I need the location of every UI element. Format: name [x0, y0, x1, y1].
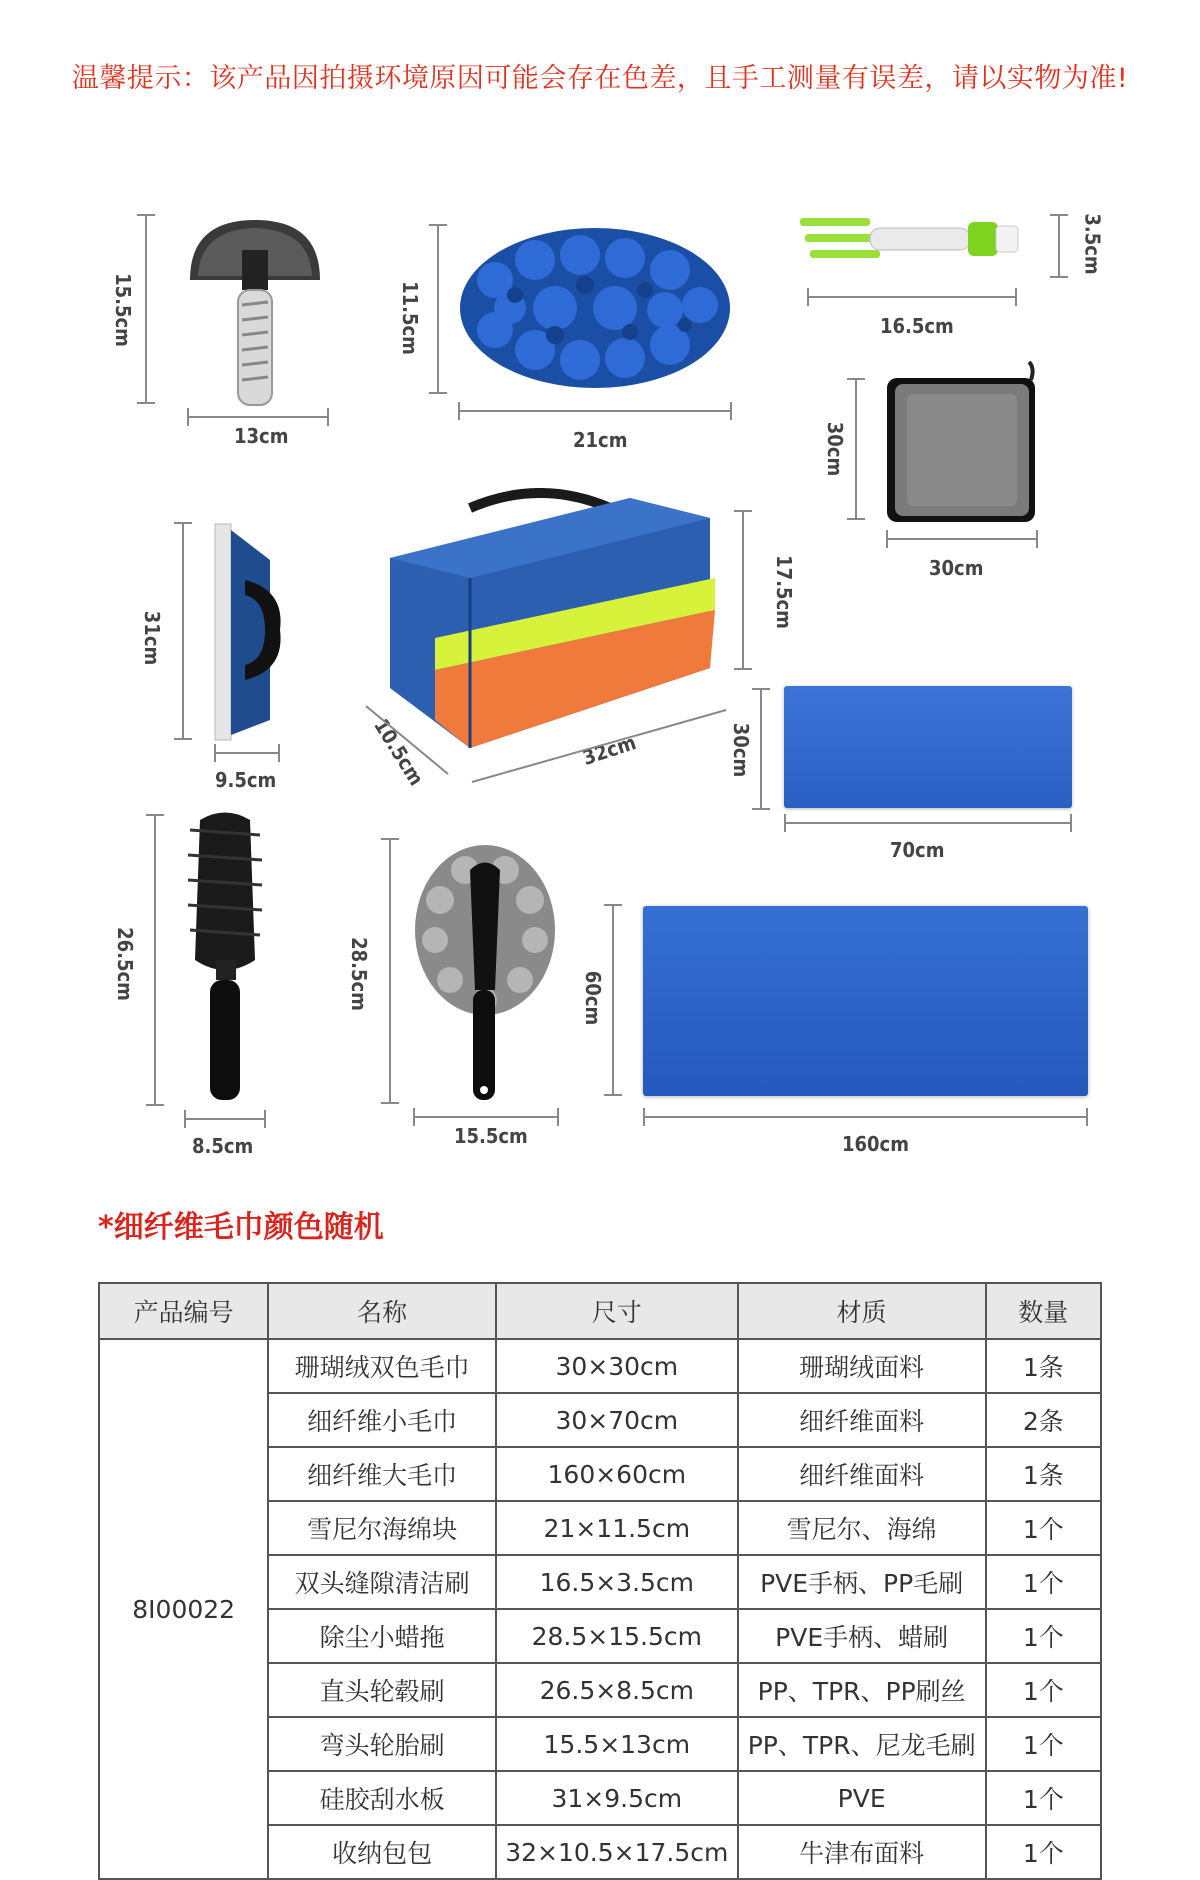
cell-size: 31×9.5cm	[496, 1771, 738, 1825]
cell-size: 32×10.5×17.5cm	[496, 1825, 738, 1879]
product-code-cell: 8I00022	[99, 1339, 268, 1879]
cell-quantity: 1个	[986, 1609, 1101, 1663]
cell-name: 硅胶刮水板	[268, 1771, 496, 1825]
dim-coral-towel-height: 30cm	[823, 421, 848, 477]
dim-line-gap-brush-width	[807, 296, 1017, 298]
cell-size: 16.5×3.5cm	[496, 1555, 738, 1609]
dim-line-gap-brush-height	[1058, 214, 1060, 278]
dim-rim-brush-width: 8.5cm	[192, 1134, 254, 1158]
dim-small-towel-height: 30cm	[729, 722, 754, 778]
dim-line-rim-brush-height	[154, 814, 156, 1106]
dim-coral-towel-width: 30cm	[929, 556, 984, 580]
bag-dimension-lines	[360, 700, 740, 810]
dim-duster-width: 15.5cm	[454, 1124, 528, 1148]
dim-line-wiper-width	[214, 752, 280, 754]
warm-notice: 温馨提示：该产品因拍摄环境原因可能会存在色差，且手工测量有误差，请以实物为准!	[71, 63, 1129, 94]
cell-size: 26.5×8.5cm	[496, 1663, 738, 1717]
dim-line-rim-brush-width	[184, 1118, 266, 1120]
cell-quantity: 1个	[986, 1501, 1101, 1555]
cell-quantity: 1个	[986, 1663, 1101, 1717]
chenille-sponge-image	[455, 220, 735, 395]
dim-line-small-towel-width	[784, 822, 1072, 824]
header-code: 产品编号	[99, 1283, 268, 1339]
cell-name: 细纤维小毛巾	[268, 1393, 496, 1447]
cell-name: 珊瑚绒双色毛巾	[268, 1339, 496, 1393]
dim-large-towel-height: 60cm	[581, 970, 606, 1026]
cell-material: 雪尼尔、海绵	[738, 1501, 986, 1555]
dim-bag-depth: 10.5cm	[369, 714, 429, 790]
dim-bag-height: 17.5cm	[771, 555, 796, 629]
cell-quantity: 1条	[986, 1339, 1101, 1393]
header-size: 尺寸	[496, 1283, 738, 1339]
dim-tire-brush-height: 15.5cm	[110, 273, 135, 347]
header-quantity: 数量	[986, 1283, 1101, 1339]
small-microfiber-towel-image	[784, 686, 1072, 808]
curved-tire-brush-image	[180, 210, 330, 410]
dim-sponge-height: 11.5cm	[397, 281, 422, 355]
cell-size: 160×60cm	[496, 1447, 738, 1501]
cell-name: 细纤维大毛巾	[268, 1447, 496, 1501]
cell-name: 收纳包包	[268, 1825, 496, 1879]
table-header-row	[99, 1283, 1101, 1339]
dim-line-large-towel-height	[612, 904, 614, 1096]
cell-quantity: 2条	[986, 1393, 1101, 1447]
dim-line-sponge-height	[437, 224, 439, 394]
cell-quantity: 1个	[986, 1771, 1101, 1825]
cell-name: 雪尼尔海绵块	[268, 1501, 496, 1555]
cell-name: 双头缝隙清洁刷	[268, 1555, 496, 1609]
cell-material: PVE	[738, 1771, 986, 1825]
cell-material: PP、TPR、尼龙毛刷	[738, 1717, 986, 1771]
large-microfiber-towel-image	[643, 906, 1088, 1096]
dim-line-tire-brush-height	[145, 214, 147, 404]
dim-bag-width: 32cm	[579, 730, 639, 770]
cell-size: 28.5×15.5cm	[496, 1609, 738, 1663]
cell-material: PVE手柄、蜡刷	[738, 1609, 986, 1663]
cell-material: 牛津布面料	[738, 1825, 986, 1879]
dim-gap-brush-width: 16.5cm	[880, 314, 954, 338]
dim-wiper-height: 31cm	[140, 610, 165, 666]
dim-line-duster-height	[389, 838, 391, 1104]
dim-line-bag-height	[742, 510, 744, 670]
dim-line-large-towel-width	[643, 1116, 1088, 1118]
double-head-gap-brush-image	[800, 210, 1020, 270]
dim-sponge-width: 21cm	[573, 428, 628, 452]
random-color-note: *细纤维毛巾颜色随机	[98, 1210, 384, 1245]
rim-brush-image	[180, 810, 270, 1110]
duster-image	[410, 840, 560, 1110]
dim-line-duster-width	[413, 1116, 559, 1118]
dim-line-tire-brush-width	[187, 416, 329, 418]
cell-material: PP、TPR、PP刷丝	[738, 1663, 986, 1717]
cell-quantity: 1条	[986, 1447, 1101, 1501]
cell-size: 21×11.5cm	[496, 1501, 738, 1555]
spec-table	[98, 1282, 1102, 1880]
dim-duster-height: 28.5cm	[346, 937, 371, 1011]
header-name: 名称	[268, 1283, 496, 1339]
silicone-wiper-image	[210, 520, 290, 742]
cell-quantity: 1个	[986, 1825, 1101, 1879]
cell-name: 弯头轮胎刷	[268, 1717, 496, 1771]
cell-material: 细纤维面料	[738, 1393, 986, 1447]
dim-line-sponge-width	[458, 410, 732, 412]
dim-rim-brush-height: 26.5cm	[112, 927, 137, 1001]
dim-small-towel-width: 70cm	[890, 838, 945, 862]
table-row	[99, 1339, 1101, 1393]
cell-quantity: 1个	[986, 1555, 1101, 1609]
cell-size: 30×30cm	[496, 1339, 738, 1393]
dim-line-small-towel-height	[760, 688, 762, 810]
cell-quantity: 1个	[986, 1717, 1101, 1771]
dim-tire-brush-width: 13cm	[234, 424, 289, 448]
cell-name: 直头轮毂刷	[268, 1663, 496, 1717]
dim-large-towel-width: 160cm	[842, 1132, 909, 1156]
dim-gap-brush-height: 3.5cm	[1080, 213, 1105, 275]
cell-material: 细纤维面料	[738, 1447, 986, 1501]
dim-line-coral-towel-height	[855, 378, 857, 520]
dim-wiper-width: 9.5cm	[215, 768, 277, 792]
dim-line-wiper-height	[182, 522, 184, 740]
coral-fleece-towel-image	[885, 360, 1040, 525]
header-material: 材质	[738, 1283, 986, 1339]
cell-material: 珊瑚绒面料	[738, 1339, 986, 1393]
cell-name: 除尘小蜡拖	[268, 1609, 496, 1663]
cell-material: PVE手柄、PP毛刷	[738, 1555, 986, 1609]
dim-line-coral-towel-width	[886, 538, 1038, 540]
cell-size: 15.5×13cm	[496, 1717, 738, 1771]
cell-size: 30×70cm	[496, 1393, 738, 1447]
